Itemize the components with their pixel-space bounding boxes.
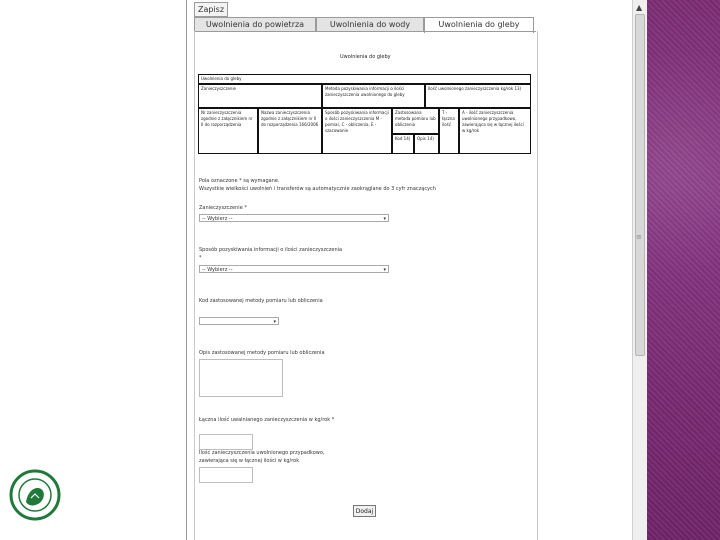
table-cell-pollutant-number: Nr zanieczyszczenia zgodnie z załącznikiem nr II do rozporządzenia xyxy=(198,108,258,154)
table-cell-accidental: A - ilość zanieczyszczenia uwolnionego przypadkowo, zawierająca się w łącznej ilości w kg/rok xyxy=(459,108,531,154)
background-panel xyxy=(646,0,720,540)
method-code-select[interactable] xyxy=(199,317,279,325)
table-col1-header: Zanieczyszczenie xyxy=(198,84,322,108)
scrollbar-grip-icon: ≡ xyxy=(636,233,642,241)
chevron-down-icon: ▾ xyxy=(383,267,386,273)
required-note: Pola oznaczone * są wymagane. xyxy=(199,178,280,184)
vertical-scrollbar[interactable] xyxy=(632,0,647,540)
total-amount-input[interactable] xyxy=(199,434,253,450)
method-description-label: Opis zastosowanej metody pomiaru lub obliczenia xyxy=(199,350,325,356)
pollutant-label: Zanieczyszczenie * xyxy=(199,205,247,211)
method-select-value: -- Wybierz -- xyxy=(202,267,233,273)
save-button[interactable]: Zapisz xyxy=(194,2,228,17)
total-amount-label: Łączna ilość uwalnianego zanieczyszczenia w kg/rok * xyxy=(199,417,335,423)
pollutant-select-value: -- Wybierz -- xyxy=(202,216,233,222)
table-col2-header: Metoda pozyskiwania informacji o ilości zanieczyszczenia uwolnionego do gleby xyxy=(322,84,425,108)
table-cell-total: T - łączna ilość xyxy=(439,108,459,154)
method-select[interactable] xyxy=(199,265,389,273)
chevron-down-icon: ▾ xyxy=(273,319,276,325)
add-button[interactable]: Dodaj xyxy=(353,505,376,517)
chevron-down-icon: ▾ xyxy=(383,216,386,222)
table-cell-pollutant-name: Nazwa zanieczyszczenia zgodnie z załącznikiem nr II do rozporządzenia 166/2006 xyxy=(258,108,322,154)
document-title: Uwolnienia do gleby xyxy=(340,54,391,60)
table-col3-header xyxy=(425,84,531,108)
table-cell-method-description: Opis 14) xyxy=(414,134,439,154)
method-label: Sposób pozyskiwania informacji o ilości zanieczyszczenia * xyxy=(199,247,343,261)
method-code-label: Kod zastosowanej metody pomiaru lub obliczenia xyxy=(199,298,323,304)
method-description-textarea[interactable] xyxy=(199,359,283,397)
accidental-amount-input[interactable] xyxy=(199,467,253,483)
tab-soil[interactable]: Uwolnienia do gleby xyxy=(424,17,534,33)
tab-water[interactable]: Uwolnienia do wody xyxy=(316,17,424,32)
tab-air[interactable]: Uwolnienia do powietrza xyxy=(194,17,316,32)
table-cell-method-type: Sposób pozyskiwania informacji o ilości zanieczyszczenia M - pomiar, C - obliczenia, E - szacowanie xyxy=(322,108,392,154)
accidental-amount-label: Ilość zanieczyszczenia uwolnionego przypadkowo, zawierająca się w łącznej ilości w kg/rok xyxy=(199,450,325,464)
table-cell-method-applied: Zastosowana metoda pomiaru lub obliczenia xyxy=(392,108,439,134)
table-col3-footnote: 13) xyxy=(514,86,522,91)
table-col3-header-text: Ilość uwolnionego zanieczyszczenia kg/rok xyxy=(428,86,514,91)
table-cell-method-code: Kod 14) xyxy=(392,134,414,154)
rounding-note: Wszystkie wielkości uwolnień i transferów są automatycznie zaokrąglane do 3 cyfr znaczących xyxy=(199,186,436,192)
pollutant-select[interactable] xyxy=(199,214,389,222)
logo xyxy=(8,468,62,522)
scrollbar-thumb[interactable] xyxy=(635,14,645,356)
chevron-up-icon[interactable]: ▲ xyxy=(636,3,643,12)
table-section-header: Uwolnienia do gleby xyxy=(198,74,531,84)
